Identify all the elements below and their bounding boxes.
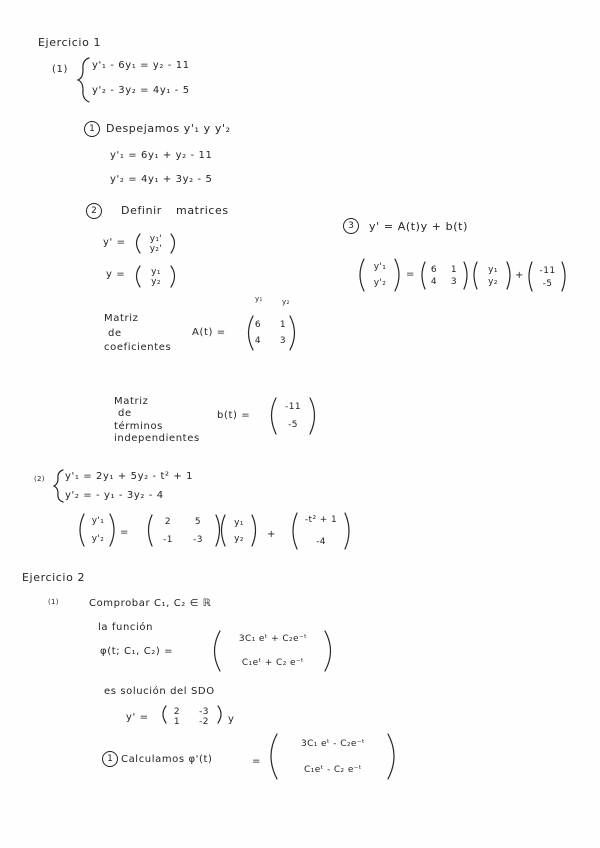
step-3-lhs-vector: y'₁ y'₂ xyxy=(373,262,387,288)
a-matrix-col-2: 1 3 xyxy=(279,320,287,346)
system-1-equation-2: y'₂ - 3y₂ = 4y₁ - 5 xyxy=(92,85,190,96)
system-2-equals: = xyxy=(120,527,129,538)
yprime-vector: y₁' y₂' xyxy=(149,234,163,254)
system-2-equation-1: y'₁ = 2y₁ + 5y₂ - t² + 1 xyxy=(65,471,194,482)
step-3-a-col-2: 1 3 xyxy=(450,265,458,287)
y-vector: y₁ y₂ xyxy=(151,267,161,287)
system-2-plus: + xyxy=(267,529,276,540)
function-label: la función xyxy=(98,622,154,633)
sdo-rhs-y: y xyxy=(228,714,235,725)
step-1-equation-2: y'₂ = 4y₁ + 3y₂ - 5 xyxy=(110,174,213,185)
column-header-y2: y₂ xyxy=(282,298,290,306)
sdo-matrix-col-1: 2 1 xyxy=(173,707,181,727)
solution-statement: es solución del SDO xyxy=(104,686,215,697)
a-matrix-col-1: 6 4 xyxy=(254,320,262,346)
system-2-y-vector: y₁ y₂ xyxy=(234,518,244,544)
a-matrix-label: A(t) = xyxy=(192,327,226,338)
b-vector-label: b(t) = xyxy=(217,410,251,421)
sdo-lhs: y' = xyxy=(126,712,149,723)
step-1-equation-1: y'₁ = 6y₁ + y₂ - 11 xyxy=(110,150,213,161)
system-2-label: (2) xyxy=(34,475,45,483)
system-1-label: (1) xyxy=(52,64,68,75)
exercise-2-part-label: (1) xyxy=(48,598,59,606)
coefficient-matrix-label: Matriz de coeficientes xyxy=(104,313,172,353)
system-2-a-col-1: 2 -1 xyxy=(163,517,173,545)
step-3-y-vector: y₁ y₂ xyxy=(488,265,498,287)
calc-equals: = xyxy=(252,756,261,767)
exercise-1-title: Ejercicio 1 xyxy=(38,36,102,49)
y-definition-label: y = xyxy=(106,269,126,280)
verify-statement: Comprobar C₁, C₂ ∈ ℝ xyxy=(89,598,212,609)
system-2-lhs-vector: y'₁ y'₂ xyxy=(91,516,105,544)
column-header-y1: y₁ xyxy=(255,295,263,303)
step-1-title: Despejamos y'₁ y y'₂ xyxy=(106,122,231,135)
step-1-marker: 1 xyxy=(84,121,100,137)
calc-statement: Calculamos φ'(t) xyxy=(121,754,213,765)
independent-terms-label: Matriz de términos independientes xyxy=(114,396,200,444)
step-3-equals: = xyxy=(406,269,415,280)
system-2-equation-2: y'₂ = - y₁ - 3y₂ - 4 xyxy=(65,490,164,501)
step-2-title: Definir matrices xyxy=(121,204,229,217)
step-3-title: y' = A(t)y + b(t) xyxy=(369,220,468,233)
step-3-b-vector: -11 -5 xyxy=(539,266,556,289)
calc-step-marker: 1 xyxy=(102,751,118,767)
exercise-2-title: Ejercicio 2 xyxy=(22,571,86,584)
phi-label: φ(t; C₁, C₂) = xyxy=(100,646,174,657)
phi-derivative-vector: 3C₁ eᵗ - C₂e⁻ᵗ C₁eᵗ - C₂ e⁻ᵗ xyxy=(300,739,366,775)
step-3-a-col-1: 6 4 xyxy=(430,265,438,287)
step-3-marker: 3 xyxy=(343,218,359,234)
yprime-definition-label: y' = xyxy=(103,237,126,248)
system-2-a-col-2: 5 -3 xyxy=(193,517,203,545)
b-vector: -11 -5 xyxy=(285,402,301,430)
step-2-marker: 2 xyxy=(86,203,102,219)
system-1-equation-1: y'₁ - 6y₁ = y₂ - 11 xyxy=(92,60,190,71)
system-2-b-vector: -t² + 1 -4 xyxy=(304,515,338,547)
sdo-matrix-col-2: -3 -2 xyxy=(199,707,209,727)
phi-vector: 3C₁ eᵗ + C₂e⁻ᵗ C₁eᵗ + C₂ e⁻ᵗ xyxy=(238,634,308,668)
step-3-plus: + xyxy=(515,270,524,281)
